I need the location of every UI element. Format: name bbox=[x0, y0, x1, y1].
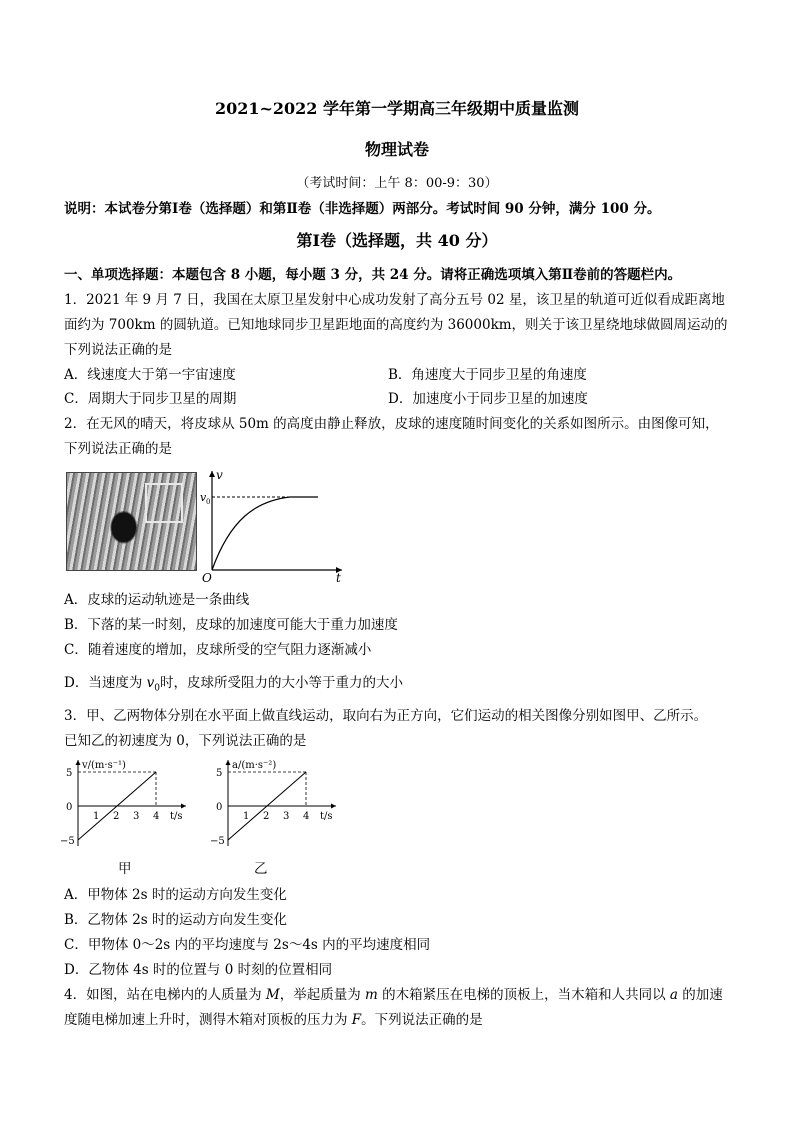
jia-ytick-5: 5 bbox=[66, 768, 73, 779]
t-axis-label: t bbox=[336, 571, 341, 583]
yi-ytick-neg5: −5 bbox=[210, 836, 225, 847]
q3-option-c: C．甲物体 0～2s 内的平均速度与 2s～4s 内的平均速度相同 bbox=[64, 937, 431, 953]
yi-xlabel: t/s bbox=[320, 811, 333, 822]
graph-jia bbox=[58, 756, 198, 856]
q2-line-2: 下列说法正确的是 bbox=[64, 441, 172, 457]
q1-option-d: D．加速度小于同步卫星的加速度 bbox=[388, 391, 588, 407]
part1-heading: 第Ⅰ卷（选择题，共 40 分） bbox=[296, 231, 498, 250]
yi-ylabel: a/(m·s⁻²) bbox=[232, 760, 277, 771]
q1-option-c: C．周期大于同步卫星的周期 bbox=[64, 391, 237, 407]
yi-ytick-5: 5 bbox=[216, 768, 223, 779]
q3-option-d: D．乙物体 4s 时的位置与 0 时刻的位置相同 bbox=[64, 962, 333, 978]
svg-text:0: 0 bbox=[206, 498, 211, 506]
yi-xtick-2: 2 bbox=[263, 811, 270, 822]
jia-ytick-0: 0 bbox=[66, 802, 73, 813]
q2-option-b: B．下落的某一时刻，皮球的加速度可能大于重力加速度 bbox=[64, 617, 398, 633]
caption-jia: 甲 bbox=[118, 861, 132, 877]
jia-xtick-1: 1 bbox=[93, 811, 100, 822]
q1-option-a: A．线速度大于第一宇宙速度 bbox=[64, 367, 236, 383]
yi-xtick-3: 3 bbox=[283, 811, 290, 822]
jia-ytick-neg5: −5 bbox=[60, 836, 75, 847]
q4-line-1: 4．如图，站在电梯内的人质量为 M，举起质量为 m 的木箱紧压在电梯的顶板上，当木箱和人共同以 a 的加速 bbox=[64, 987, 723, 1003]
q3-line-2: 已知乙的初速度为 0，下列说法正确的是 bbox=[64, 733, 307, 749]
q2-option-c: C．随着速度的增加，皮球所受的空气阻力逐渐减小 bbox=[64, 642, 372, 658]
q1-option-b: B．角速度大于同步卫星的角速度 bbox=[388, 367, 587, 383]
exam-title: 2021~2022 学年第一学期高三年级期中质量监测 bbox=[214, 99, 580, 118]
section-instructions: 一、单项选择题：本题包含 8 小题，每小题 3 分，共 24 分。请将正确选项填入第Ⅱ卷前的答题栏内。 bbox=[64, 267, 682, 283]
q4-line-2: 度随电梯加速上升时，测得木箱对顶板的压力为 F。下列说法正确的是 bbox=[64, 1012, 483, 1028]
yi-xtick-4: 4 bbox=[303, 811, 310, 822]
q3-option-a: A．甲物体 2s 时的运动方向发生变化 bbox=[64, 887, 287, 903]
caption-yi: 乙 bbox=[254, 861, 268, 877]
q2-line-1: 2．在无风的晴天，将皮球从 50m 的高度由静止释放，皮球的速度随时间变化的关系如图所示。由图像可知， bbox=[64, 416, 719, 432]
q2-option-d: D．当速度为 $v_0$时，皮球所受阻力的大小等于重力的大小 bbox=[64, 675, 403, 694]
jia-xtick-2: 2 bbox=[113, 811, 120, 822]
jia-xlabel: t/s bbox=[170, 811, 183, 822]
q1-line-3: 下列说法正确的是 bbox=[64, 342, 172, 358]
q1-line-2: 面约为 700km 的圆轨道。已知地球同步卫星距地面的高度约为 36000km，则关于该卫星绕地球做圆周运动的 bbox=[64, 317, 728, 333]
yi-ytick-0: 0 bbox=[216, 802, 223, 813]
jia-xtick-3: 3 bbox=[133, 811, 140, 822]
jia-xtick-4: 4 bbox=[153, 811, 160, 822]
exam-note: 说明：本试卷分第Ⅰ卷（选择题）和第Ⅱ卷（非选择题）两部分。考试时间 90 分钟，满分 100 分。 bbox=[64, 201, 661, 217]
q3-option-b: B．乙物体 2s 时的运动方向发生变化 bbox=[64, 912, 288, 928]
exam-time: （考试时间：上午 8：00-9：30） bbox=[296, 176, 498, 191]
yi-xtick-1: 1 bbox=[243, 811, 250, 822]
q2-velocity-graph bbox=[200, 465, 350, 583]
subject-title: 物理试卷 bbox=[364, 140, 429, 159]
q3-line-1: 3．甲、乙两物体分别在水平面上做直线运动，取向右为正方向，它们运动的相关图像分别如图甲、乙所示。 bbox=[64, 708, 708, 724]
falling-ball-photo bbox=[66, 472, 197, 571]
jia-ylabel: v/(m·s⁻¹) bbox=[82, 760, 126, 771]
graph-yi bbox=[208, 756, 348, 856]
v0-label: v bbox=[200, 491, 207, 504]
origin-label: O bbox=[202, 571, 212, 583]
v-axis-label: v bbox=[216, 468, 223, 482]
q1-line-1: 1．2021 年 9 月 7 日，我国在太原卫星发射中心成功发射了高分五号 02 星，该卫星的轨道可近似看成距离地 bbox=[64, 292, 725, 308]
q2-option-a: A．皮球的运动轨迹是一条曲线 bbox=[64, 592, 250, 608]
